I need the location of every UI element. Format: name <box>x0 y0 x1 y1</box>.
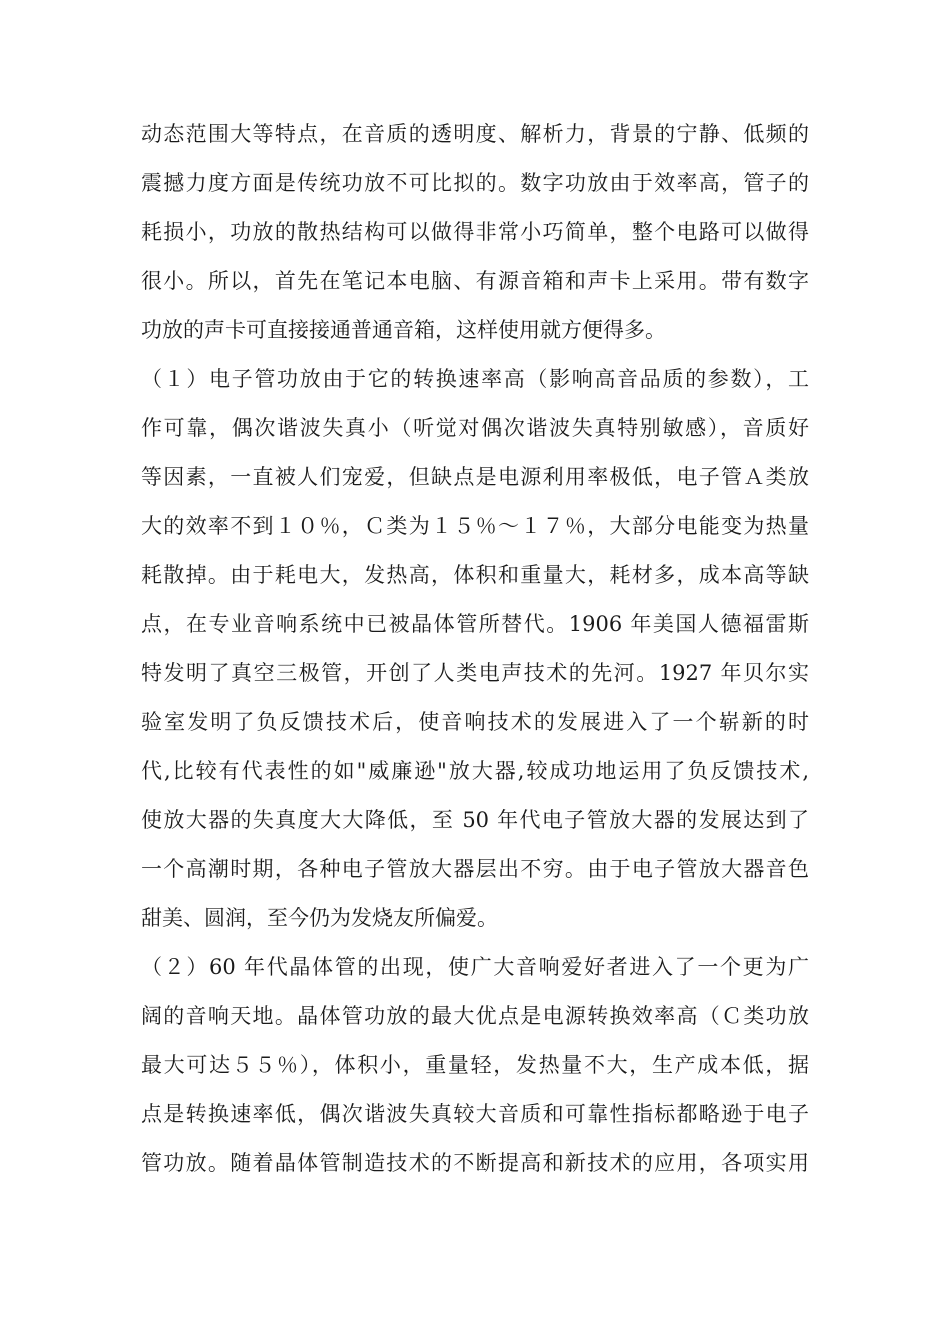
text-line: 耗损小，功放的散热结构可以做得非常小巧简单，整个电路可以做得 <box>141 220 809 244</box>
text-line: 点，在专业音响系统中已被晶体管所替代。1906 年美国人德福雷斯 <box>141 612 809 636</box>
text-line: 功放的声卡可直接接通普通音箱，这样使用就方便得多。 <box>141 318 666 342</box>
text-line: 甜美、圆润，至今仍为发烧友所偏爱。 <box>141 906 498 930</box>
text-line: 大的效率不到１０％，Ｃ类为１５％～１７％，大部分电能变为热量 <box>141 514 809 538</box>
text-line: （２）60 年代晶体管的出现，使广大音响爱好者进入了一个更为广 <box>141 955 809 979</box>
text-line: 使放大器的失真度大大降低，至 50 年代电子管放大器的发展达到了 <box>141 808 809 832</box>
text-line: 验室发明了负反馈技术后，使音响技术的发展进入了一个崭新的时 <box>141 710 809 734</box>
text-line: 阔的音响天地。晶体管功放的最大优点是电源转换效率高（Ｃ类功放 <box>141 1004 809 1028</box>
paragraph-2 <box>141 355 809 943</box>
text-line: 特发明了真空三极管，开创了人类电声技术的先河。1927 年贝尔实 <box>141 661 809 685</box>
text-line: 一个高潮时期，各种电子管放大器层出不穷。由于电子管放大器音色 <box>141 857 809 881</box>
text-line: 管功放。随着晶体管制造技术的不断提高和新技术的应用，各项实用 <box>141 1151 809 1175</box>
text-line: 震撼力度方面是传统功放不可比拟的。数字功放由于效率高，管子的 <box>141 171 809 195</box>
text-line: 耗散掉。由于耗电大，发热高，体积和重量大，耗材多，成本高等缺 <box>141 563 809 587</box>
paragraph-1 <box>141 110 809 355</box>
paragraph-3 <box>141 943 809 1188</box>
text-line: 作可靠，偶次谐波失真小（听觉对偶次谐波失真特别敏感），音质好 <box>141 416 809 440</box>
text-line: （１）电子管功放由于它的转换速率高（影响高音品质的参数），工 <box>141 367 809 391</box>
text-line: 很小。所以，首先在笔记本电脑、有源音箱和声卡上采用。带有数字 <box>141 269 809 293</box>
text-line: 最大可达５５％），体积小，重量轻，发热量不大，生产成本低，据 <box>141 1053 809 1077</box>
text-line: 点是转换速率低，偶次谐波失真较大音质和可靠性指标都略逊于电子 <box>141 1102 809 1126</box>
text-line: 代,比较有代表性的如"威廉逊"放大器,较成功地运用了负反馈技术, <box>141 759 809 783</box>
text-line: 动态范围大等特点，在音质的透明度、解析力，背景的宁静、低频的 <box>141 122 809 146</box>
text-line: 等因素，一直被人们宠爱，但缺点是电源利用率极低，电子管Ａ类放 <box>141 465 809 489</box>
document-body <box>141 110 809 1188</box>
